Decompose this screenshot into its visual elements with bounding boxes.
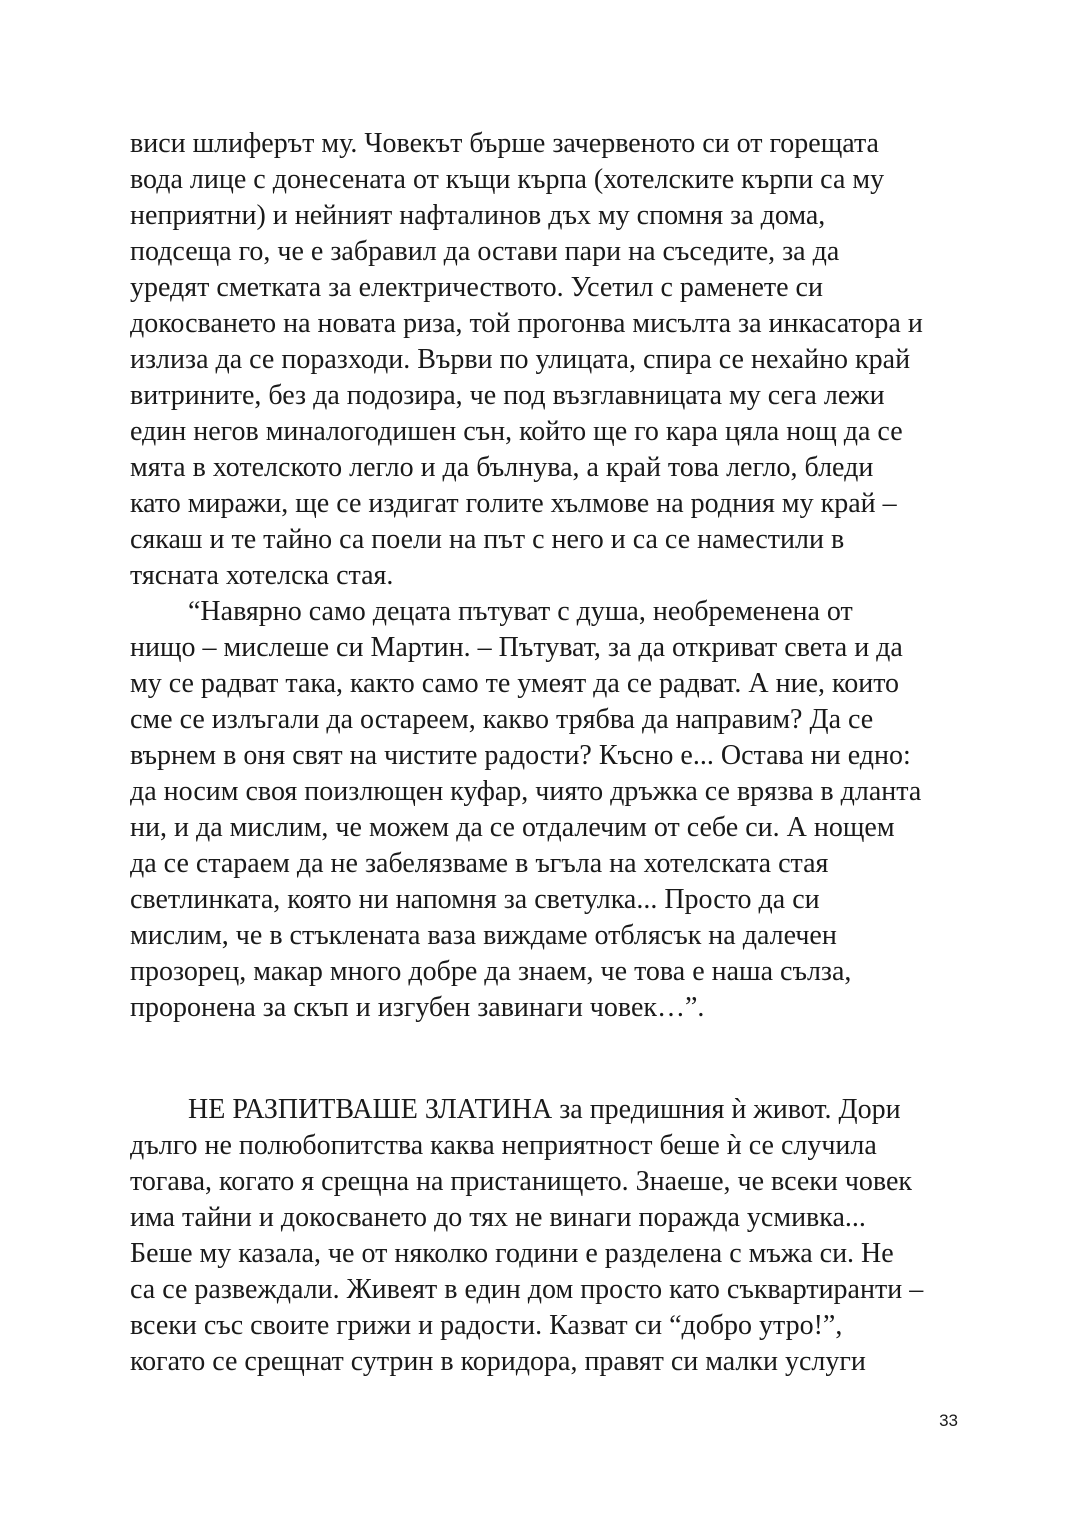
text-line: когато се срещнат сутрин в коридора, правят си малки услуги (130, 1346, 866, 1377)
text-line: проронена за скъп и изгубен завинаги човек…”. (130, 992, 705, 1023)
text-line: дълго не полюбопитства каква неприятност беше ѝ се случила (130, 1130, 877, 1161)
text-line: уредят сметката за електричеството. Усетил с раменете си (130, 272, 823, 303)
text-line: са се развеждали. Живеят в един дом просто като съквартиранти – (130, 1274, 924, 1305)
text-line: всеки със своите грижи и радости. Казват си “добро утро!”, (130, 1310, 843, 1341)
text-line: подсеща го, че е забравил да остави пари на съседите, за да (130, 236, 840, 267)
text-line: един негов миналогодишен сън, който ще го кара цяла нощ да се (130, 416, 903, 447)
text-line: “Навярно само децата пътуват с душа, необременена от (188, 596, 853, 627)
text-line: мята в хотелското легло и да бълнува, а край това легло, бледи (130, 452, 874, 483)
text-line: ни, и да мислим, че можем да се отдалечим от себе си. А нощем (130, 812, 895, 843)
text-line: виси шлиферът му. Човекът бърше зачервеното си от горещата (130, 128, 879, 159)
paragraph-3 (130, 1092, 960, 1380)
text-line: излиза да се поразходи. Върви по улицата, спира се нехайно край (130, 344, 911, 375)
text-line: има тайни и докосването до тях не винаги поражда усмивка... (130, 1202, 866, 1233)
text-line: витрините, без да подозира, че под възглавницата му сега лежи (130, 380, 885, 411)
text-line: тогава, когато я срещна на пристанището. Знаеше, че всеки човек (130, 1166, 913, 1197)
text-line: нищо – мислеше си Мартин. – Пътуват, за да откриват света и да (130, 632, 903, 663)
paragraph-2 (130, 594, 960, 1026)
paragraph-1 (130, 126, 960, 594)
text-line: неприятни) и нейният нафталинов дъх му спомня за дома, (130, 200, 826, 231)
text-line: мислим, че в стъклената ваза виждаме отблясък на далечен (130, 920, 837, 951)
text-line: прозорец, макар много добре да знаем, че това е наша сълза, (130, 956, 852, 987)
text-line: светлинката, която ни напомня за светулка... Просто да си (130, 884, 820, 915)
text-line: НЕ РАЗПИТВАШЕ ЗЛАТИНА за предишния ѝ живот. Дори (188, 1094, 901, 1125)
text-line: сме се излъгали да остареем, какво трябва да направим? Да се (130, 704, 874, 735)
text-line: върнем в оня свят на чистите радости? Късно е... Остава ни едно: (130, 740, 911, 771)
text-line: му се радват така, както само те умеят да се радват. А ние, които (130, 668, 900, 699)
text-line: вода лице с донесената от къщи кърпа (хотелските кърпи са му (130, 164, 885, 195)
text-line: Беше му казала, че от няколко години е разделена с мъжа си. Не (130, 1238, 894, 1269)
text-line: сякаш и те тайно са поели на път с него и са се наместили в (130, 524, 845, 555)
text-line: да носим своя поизлющен куфар, чиято дръжка се врязва в дланта (130, 776, 922, 807)
text-line: докосването на новата риза, той прогонва мисълта за инкасатора и (130, 308, 923, 339)
text-line: като миражи, ще се издигат голите хълмове на родния му край – (130, 488, 897, 519)
page-number: 33 (939, 1411, 958, 1430)
text-line: да се стараем да не забелязваме в ъгъла на хотелската стая (130, 848, 829, 879)
text-line: тясната хотелска стая. (130, 560, 394, 591)
